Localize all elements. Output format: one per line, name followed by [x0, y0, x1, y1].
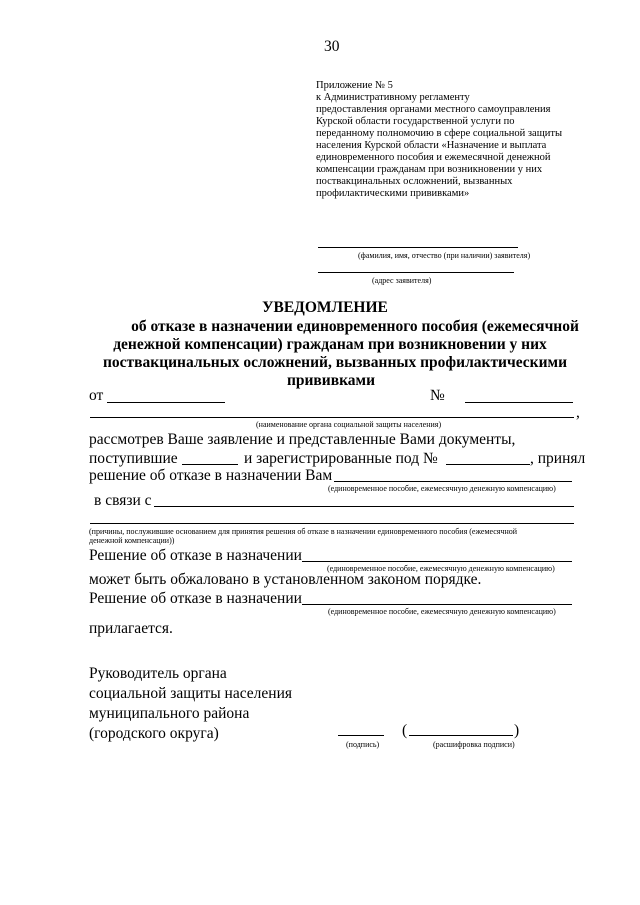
- number-label: №: [430, 387, 445, 404]
- applicant-address-line[interactable]: [318, 272, 514, 273]
- applicant-name-line[interactable]: [318, 247, 518, 248]
- org-comma: ,: [576, 404, 580, 421]
- received-date-field[interactable]: [182, 464, 238, 465]
- reasons-caption: денежной компенсации)): [89, 536, 175, 545]
- decode-caption: (расшифровка подписи): [433, 740, 515, 749]
- body-text: поступившие: [89, 450, 178, 467]
- appendix-line: компенсации гражданам при возникновении у них: [316, 164, 543, 175]
- notice-title-line: поствакцинальных осложнений, вызванных профилактическими: [102, 354, 568, 371]
- appendix-line: населения Курской области «Назначение и выплата: [316, 140, 547, 151]
- signatory-line: муниципального района: [89, 705, 250, 722]
- applicant-name-caption: (фамилия, имя, отчество (при наличии) заявителя): [358, 251, 531, 260]
- notice-title-line: прививками: [286, 372, 376, 389]
- date-field[interactable]: [107, 402, 225, 403]
- appendix-line: единовременного пособия и ежемесячной денежной: [316, 152, 551, 163]
- signatory-line: социальной защиты населения: [89, 685, 293, 702]
- signatory-block: [89, 664, 292, 744]
- registration-number-field[interactable]: [446, 464, 530, 465]
- number-field[interactable]: [465, 402, 573, 403]
- appendix-line: поствакцинальных осложнений, вызванных: [316, 176, 513, 187]
- org-name-field[interactable]: [90, 417, 574, 418]
- signature-field[interactable]: [338, 735, 384, 736]
- reason-field-2[interactable]: [90, 523, 574, 524]
- benefit-type-field-3[interactable]: [302, 604, 572, 605]
- applicant-address-caption: (адрес заявителя): [372, 276, 432, 285]
- page-number: 30: [324, 38, 340, 55]
- notice-title-line: денежной компенсации) гражданам при возникновении у них: [113, 336, 547, 353]
- notice-heading: УВЕДОМЛЕНИЕ: [262, 299, 388, 316]
- appendix-line: к Административному регламенту: [316, 92, 470, 103]
- appendix-line: переданному полномочию в сфере социальной защиты: [316, 128, 563, 139]
- appendix-line: Приложение № 5: [316, 80, 393, 91]
- appeal-text: может быть обжаловано в установленном законом порядке.: [89, 571, 482, 588]
- appendix-line: предоставления органами местного самоуправления: [316, 104, 551, 115]
- benefit-type-field-1[interactable]: [334, 481, 572, 482]
- body-text: решение об отказе в назначении Вам: [89, 467, 333, 484]
- signatory-line: Руководитель органа: [89, 665, 227, 682]
- appendix-line: профилактическими прививками»: [316, 188, 470, 199]
- benefit-caption: (единовременное пособие, ежемесячную денежную компенсацию): [328, 607, 556, 616]
- attached-text: прилагается.: [89, 620, 173, 637]
- decode-open-paren: (: [402, 722, 408, 739]
- org-caption: (наименование органа социальной защиты населения): [256, 420, 442, 429]
- body-text: , принял: [530, 450, 586, 467]
- signature-caption: (подпись): [346, 740, 380, 749]
- decision-text: Решение об отказе в назначении: [89, 547, 302, 564]
- signatory-line: (городского округа): [89, 725, 219, 742]
- benefit-caption: (единовременное пособие, ежемесячную денежную компенсацию): [327, 564, 555, 573]
- benefit-caption: (единовременное пособие, ежемесячную денежную компенсацию): [328, 484, 556, 493]
- appendix-block: [316, 80, 562, 200]
- body-text: рассмотрев Ваше заявление и представленные Вами документы,: [89, 431, 516, 448]
- reason-field-1[interactable]: [154, 506, 574, 507]
- signature-decode-field[interactable]: [409, 735, 513, 736]
- decision-text: Решение об отказе в назначении: [89, 590, 302, 607]
- due-to-label: в связи с: [94, 492, 152, 509]
- reasons-caption: (причины, послужившие основанием для принятия решения об отказе в назначении единовременного пособия (ежемесячной: [89, 527, 518, 536]
- decode-close-paren: ): [514, 722, 520, 739]
- from-label: от: [89, 387, 104, 404]
- appendix-line: Курской области государственной услуги по: [316, 116, 515, 127]
- notice-title-line: об отказе в назначении единовременного пособия (ежемесячной: [131, 318, 579, 335]
- body-text: и зарегистрированные под №: [244, 450, 438, 467]
- benefit-type-field-2[interactable]: [302, 561, 572, 562]
